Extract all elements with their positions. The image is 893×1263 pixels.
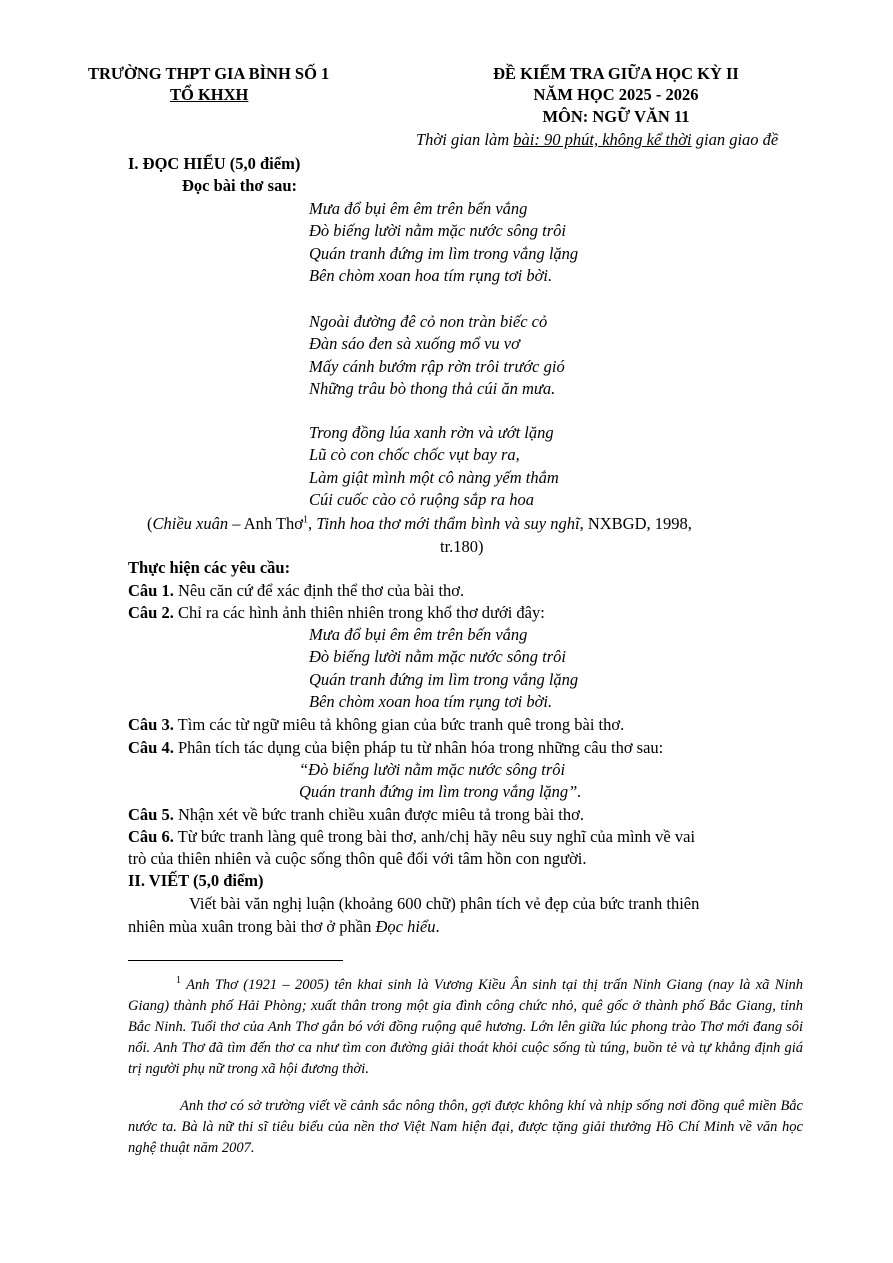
poem-line: Mưa đổ bụi êm êm trên bến vắng [309, 199, 528, 218]
time-prefix: Thời gian làm [416, 130, 514, 149]
question-4 [128, 737, 663, 759]
poem-line: Đàn sáo đen sà xuống mổ vu vơ [309, 334, 520, 354]
exam-title: ĐỀ KIỂM TRA GIỮA HỌC KỲ II [493, 64, 739, 83]
citation-author: – Anh Thơ [228, 514, 304, 533]
poem-citation [147, 514, 692, 534]
time-limit [416, 130, 778, 150]
part2-prompt-line1: Viết bài văn nghị luận (khoảng 600 chữ) phân tích vẻ đẹp của bức tranh thiên [189, 894, 700, 913]
prompt-italic: Đọc hiểu [375, 917, 436, 936]
quote-line: Mưa đổ bụi êm êm trên bến vắng [309, 625, 528, 644]
citation-sep: , [308, 514, 317, 533]
department-name: TỔ KHXH [170, 85, 249, 104]
question-2-quote [309, 624, 578, 714]
quote-line: Bên chòm xoan hoa tím rụng tơi bời. [309, 692, 553, 712]
question-5 [128, 804, 584, 826]
part2-prompt-line2 [128, 916, 440, 938]
citation-publisher: , NXBGD, 1998, [579, 514, 692, 533]
citation-title: Chiều xuân [152, 514, 229, 533]
question-3 [128, 714, 624, 736]
poem-stanza-1 [309, 198, 578, 288]
poem-stanza-3 [309, 422, 559, 512]
citation-page: tr.180) [440, 537, 484, 556]
question-text: Nhận xét về bức tranh chiều xuân được miêu tả trong bài thơ. [173, 805, 584, 824]
quote-line: Quán tranh đứng im lìm trong vắng lặng [309, 669, 579, 689]
poem-line: Trong đồng lúa xanh rờn và ướt lặng [309, 423, 554, 442]
footnote-paragraph-1 [128, 970, 803, 1080]
poem-line: Những trâu bò thong thả cúi ăn mưa. [309, 379, 556, 399]
question-text: Từ bức tranh làng quê trong bài thơ, anh/chị hãy nêu suy nghĩ của mình về vai [173, 827, 696, 846]
question-label: Câu 5. [128, 805, 174, 824]
part1-title: I. ĐỌC HIỂU (5,0 điểm) [128, 154, 301, 173]
question-text: Tìm các từ ngữ miêu tả không gian của bức tranh quê trong bài thơ. [173, 715, 625, 734]
time-suffix: gian giao đề [691, 130, 779, 149]
footnote-separator [128, 960, 343, 961]
question-6 [128, 826, 695, 848]
poem-line: Mấy cánh bướm rập rờn trôi trước gió [309, 356, 565, 376]
poem-line: Cúi cuốc cào cỏ ruộng sắp ra hoa [309, 490, 535, 510]
part1-instruction: Đọc bài thơ sau: [182, 176, 298, 195]
requirements-title: Thực hiện các yêu cầu: [128, 558, 291, 577]
question-label: Câu 3. [128, 715, 174, 734]
quote-line: Quán tranh đứng im lìm trong vắng lặng”. [299, 782, 582, 802]
citation-open: ( [147, 514, 153, 533]
footnote-number: 1 [176, 975, 181, 986]
part2-title: II. VIẾT (5,0 điểm) [128, 871, 264, 890]
question-text: Nêu căn cứ để xác định thể thơ của bài thơ. [173, 581, 465, 600]
question-label: Câu 2. [128, 603, 174, 622]
poem-line: Bên chòm xoan hoa tím rụng tơi bời. [309, 266, 553, 286]
question-6-continued: trò của thiên nhiên và cuộc sống thôn quê đối với tâm hồn con người. [128, 849, 587, 868]
poem-stanza-2 [309, 311, 565, 401]
question-text: Chỉ ra các hình ảnh thiên nhiên trong khổ thơ dưới đây: [173, 603, 545, 622]
footnote-mark: 1 [303, 514, 309, 526]
quote-line: “Đò biếng lười nằm mặc nước sông trôi [299, 760, 566, 779]
question-label: Câu 1. [128, 581, 174, 600]
question-label: Câu 6. [128, 827, 174, 846]
footnote-text: Anh Thơ (1921 – 2005) tên khai sinh là Vương Kiều Ân sinh tại thị trấn Ninh Giang (nay là xã Ninh Giang) thành phố Hải Phòng; xuất thân trong một gia đình công chức nhỏ, quê gốc ở thành phố Bắc Giang, tỉnh Bắc Ninh. Tuổi thơ của Anh Thơ gắn bó với đồng ruộng quê hương. Lớn lên giữa lúc phong trào Thơ mới đang sôi nổi. Anh Thơ đã tìm đến thơ ca như tìm con đường giải thoát khỏi cuộc sống tù túng, buồn tẻ và tự khẳng định giá trị người phụ nữ trong xã hội đương thời. [128, 976, 803, 1077]
question-text: Phân tích tác dụng của biện pháp tu từ nhân hóa trong những câu thơ sau: [173, 738, 664, 757]
prompt-text: nhiên mùa xuân trong bài thơ ở phần [128, 917, 376, 936]
school-name: TRƯỜNG THPT GIA BÌNH SỐ 1 [88, 64, 330, 83]
citation-book: Tinh hoa thơ mới thẩm bình và suy nghĩ [316, 514, 580, 533]
question-label: Câu 4. [128, 738, 174, 757]
poem-line: Ngoài đường đê cỏ non tràn biếc cỏ [309, 312, 548, 331]
question-1 [128, 580, 464, 602]
subject: MÔN: NGỮ VĂN 11 [542, 107, 690, 126]
poem-line: Làm giật mình một cô nàng yếm thắm [309, 467, 559, 487]
quote-line: Đò biếng lười nằm mặc nước sông trôi [309, 647, 566, 667]
poem-line: Lũ cò con chốc chốc vụt bay ra, [309, 445, 520, 465]
prompt-suffix: . [435, 917, 440, 936]
question-2 [128, 602, 545, 624]
time-underlined: bài: 90 phút, không kể thời [513, 130, 692, 149]
footnote-paragraph-2: Anh thơ có sở trường viết về cảnh sắc nông thôn, gợi được không khí và nhịp sống nơi đồng quê miền Bắc nước ta. Bà là nữ thi sĩ tiêu biểu của nền thơ Việt Nam hiện đại, được tặng giải thưởng Hồ Chí Minh về văn học nghệ thuật năm 2007. [128, 1098, 803, 1156]
school-year: NĂM HỌC 2025 - 2026 [533, 85, 699, 104]
question-4-quote [299, 759, 581, 804]
poem-line: Quán tranh đứng im lìm trong vắng lặng [309, 243, 579, 263]
poem-line: Đò biếng lười nằm mặc nước sông trôi [309, 221, 566, 241]
